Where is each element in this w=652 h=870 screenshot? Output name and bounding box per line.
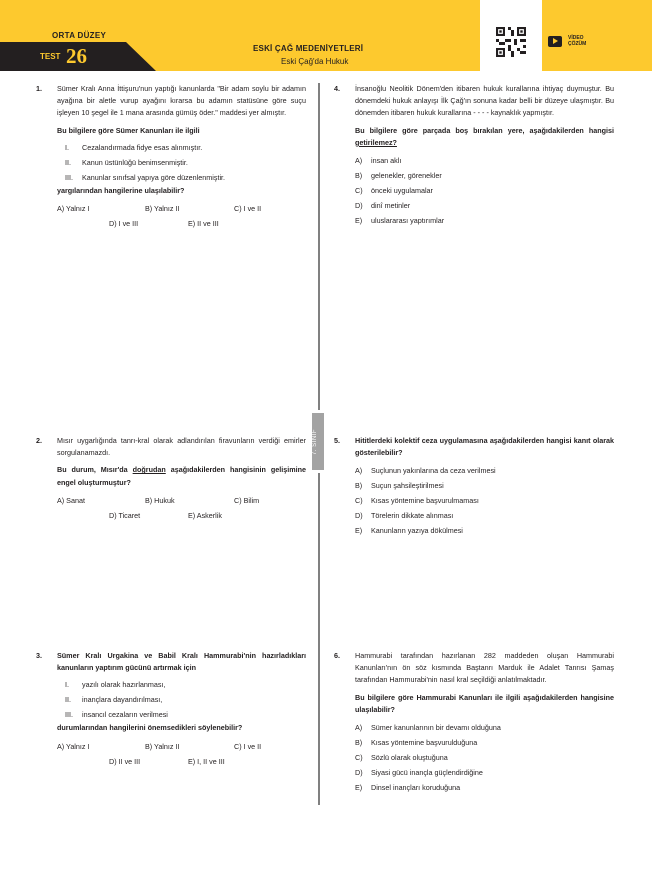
test-number: 26 (66, 44, 87, 68)
statement-item (65, 155, 306, 170)
option-d[interactable]: D) II ve III (109, 756, 141, 766)
statement-text: insancıl cezaların verilmesi (82, 710, 168, 720)
option-b[interactable]: B) Hukuk (145, 495, 175, 505)
question-stem-end: durumlarından hangilerini önemsedikleri söylenebilir? (57, 723, 243, 733)
option-letter: D) (355, 201, 363, 211)
question-number: 6. (334, 651, 340, 660)
option-e[interactable] (355, 523, 614, 538)
option-letter: E) (355, 216, 363, 226)
option-text: Sümer kanunlarının bir devamı olduğuna (371, 723, 501, 733)
option-b[interactable] (355, 168, 614, 183)
option-text: önceki uygulamalar (371, 186, 433, 196)
option-text: Suçun şahsileştirilmesi (371, 481, 444, 491)
statement-list (65, 140, 306, 185)
option-letter: D) (355, 511, 363, 521)
question-number: 2. (36, 436, 42, 445)
option-letter: C) (355, 186, 363, 196)
option-text: Törelerin dikkate alınması (371, 511, 454, 521)
statement-item (65, 170, 306, 185)
question-number: 4. (334, 84, 340, 93)
question-text: Mısır uygarlığında tanrı-kral olarak adlandırılan firavunların verdiği emirler sorgulanamazdı. (57, 436, 306, 458)
statement-text: Cezalandırmada fidye esas alınmıştır. (82, 142, 203, 152)
side-tab (312, 413, 324, 470)
option-letter: C) (355, 753, 363, 763)
question-4 (334, 83, 614, 228)
option-e[interactable]: E) I, II ve III (188, 756, 225, 766)
side-tab-label: 7. SINIF (312, 428, 318, 455)
option-a[interactable] (355, 463, 614, 478)
test-label: TEST (40, 52, 61, 61)
stem-emphasis: getirilemez? (355, 137, 397, 147)
video-solution-button[interactable] (548, 35, 586, 47)
option-letter: C) (355, 496, 363, 506)
option-b[interactable] (355, 735, 614, 750)
option-letter: B) (355, 481, 363, 491)
statement-list (65, 677, 306, 722)
option-letter: E) (355, 526, 363, 536)
video-solution-label (568, 35, 586, 47)
answer-options (355, 720, 614, 795)
option-c[interactable]: C) I ve II (234, 741, 262, 751)
option-letter: A) (355, 466, 363, 476)
option-text: uluslararası yaptırımlar (371, 216, 445, 226)
option-letter: A) (355, 723, 363, 733)
statement-item (65, 677, 306, 692)
option-d[interactable]: D) I ve III (109, 219, 139, 229)
statement-numeral: II. (65, 695, 71, 705)
play-icon (548, 36, 562, 47)
statement-numeral: III. (65, 710, 73, 720)
statement-text: yazılı olarak hazırlanması, (82, 680, 166, 690)
option-letter: D) (355, 768, 363, 778)
option-b[interactable]: B) Yalnız II (145, 741, 180, 751)
stem-text: aşağıdakilerden hangisinin gelişimine engel oluşturmuştur? (57, 465, 306, 487)
option-c[interactable] (355, 493, 614, 508)
option-a[interactable] (355, 720, 614, 735)
option-b[interactable] (355, 478, 614, 493)
answer-options (57, 741, 306, 771)
question-stem (355, 125, 614, 149)
option-d[interactable] (355, 508, 614, 523)
option-c[interactable]: C) Bilim (234, 495, 260, 505)
option-e[interactable] (355, 213, 614, 228)
option-text: Dinsel inançları koruduğuna (371, 783, 461, 793)
option-letter: A) (355, 156, 363, 166)
statement-item (65, 707, 306, 722)
option-letter: B) (355, 738, 363, 748)
option-c[interactable] (355, 750, 614, 765)
statement-numeral: II. (65, 157, 71, 167)
stem-text: Bu durum, Mısır'da (57, 465, 133, 475)
question-5 (334, 435, 614, 538)
statement-text: Kanunlar sınıfsal yapıya göre düzenlenmiştir. (82, 172, 226, 182)
question-text: Hammurabi tarafından hazırlanan 282 maddeden oluşan Hammurabi Kanunları'nın ön söz kısmında Baştanrı Marduk ile Adalet Tanrısı Şamaş tarafından Hammurabi'nin nasıl kral seçildiği anlatılmaktadır. (355, 651, 614, 685)
answer-options (355, 153, 614, 228)
answer-options (57, 495, 306, 525)
answer-options (57, 203, 306, 233)
question-stem: Sümer Kralı Urgakina ve Babil Kralı Hammurabi'nin hazırladıkları kanunların yaptırım gücünü artırmak için (57, 651, 306, 673)
statement-text: Kanun üstünlüğü benimsenmiştir. (82, 157, 188, 167)
question-stem (57, 464, 306, 488)
question-number: 3. (36, 651, 42, 660)
option-a[interactable]: A) Yalnız I (57, 741, 90, 751)
question-text: İnsanoğlu Neolitik Dönem'den itibaren hukuk kurallarına ihtiyaç duymuştur. Bu dönemdeki hukuk anlayışı İlk Çağ'ın sonuna kadar belli bir düzeye ulaşmıştır. Bu dönemden itibaren hukuk kurallarına - - - - kaynaklık yapmıştır. (355, 84, 614, 118)
unit-title: ESKİ ÇAĞ MEDENİYETLERİ (253, 44, 364, 53)
option-b[interactable]: B) Yalnız II (145, 204, 180, 214)
question-stem-end: yargılarından hangilerine ulaşılabilir? (57, 185, 185, 195)
question-stem: Bu bilgilere göre Sümer Kanunları ile ilgili (57, 125, 200, 135)
question-number: 5. (334, 436, 340, 445)
option-d[interactable]: D) Ticaret (109, 510, 141, 520)
option-letter: B) (355, 171, 363, 181)
option-text: dinî metinler (371, 201, 411, 211)
question-1 (36, 83, 306, 233)
statement-numeral: I. (65, 142, 69, 152)
qr-code-icon[interactable] (496, 27, 526, 57)
question-3 (36, 650, 306, 771)
option-text: Siyasi gücü inançla güçlendirdiğine (371, 768, 483, 778)
question-2 (36, 435, 306, 525)
video-label-line-1: VİDEO (568, 35, 584, 41)
option-d[interactable] (355, 765, 614, 780)
option-a[interactable]: A) Yalnız I (57, 204, 90, 214)
question-text: Sümer Kralı Anna İttişuru'nun yaptığı kanunlarda "Bir adam soylu bir adamın ayağına bir aletle vurup ayağını kırarsa bu adamın statüsüne göre suçu işleyen 10 şegel ile 1 mana arasında gümüş öder." maddesi yer almıştır. (57, 84, 306, 118)
question-stem: Bu bilgilere göre Hammurabi Kanunları ile ilgili aşağıdakilerden hangisine ulaşılabilir? (355, 692, 614, 714)
statement-item (65, 140, 306, 155)
statement-numeral: I. (65, 680, 69, 690)
option-a[interactable] (355, 153, 614, 168)
option-e[interactable] (355, 780, 614, 795)
stem-emphasis: doğrudan (132, 465, 166, 475)
option-text: Kısas yöntemine başvurulmaması (371, 496, 479, 506)
question-number: 1. (36, 84, 42, 93)
option-letter: E) (355, 783, 363, 793)
difficulty-level: ORTA DÜZEY (52, 31, 107, 40)
statement-item (65, 692, 306, 707)
option-e[interactable]: E) II ve III (188, 219, 219, 229)
statement-text: inançlara dayandırılması, (82, 695, 163, 705)
option-text: insan aklı (371, 156, 402, 166)
statement-numeral: III. (65, 172, 73, 182)
column-divider-top (318, 83, 320, 410)
option-text: gelenekler, görenekler (371, 171, 442, 181)
unit-subtitle: Eski Çağ'da Hukuk (281, 57, 349, 66)
option-text: Kısas yöntemine başvurulduğuna (371, 738, 478, 748)
option-c[interactable] (355, 183, 614, 198)
stem-text: Bu bilgilere göre parçada boş bırakılan yere, aşağıdakilerden hangisi (355, 125, 614, 135)
option-e[interactable]: E) Askerlik (188, 510, 222, 520)
option-c[interactable]: C) I ve II (234, 204, 262, 214)
column-divider-bottom (318, 473, 320, 805)
question-stem: Hititlerdeki kolektif ceza uygulamasına aşağıdakilerden hangisi kanıt olarak gösterilebilir? (355, 436, 614, 458)
option-text: Sözlü olarak oluştuğuna (371, 753, 448, 763)
option-d[interactable] (355, 198, 614, 213)
option-text: Kanunların yazıya dökülmesi (371, 526, 463, 536)
option-a[interactable]: A) Sanat (57, 495, 85, 505)
answer-options (355, 463, 614, 538)
video-label-line-2: ÇÖZÜM (568, 41, 587, 47)
option-text: Suçlunun yakınlarına da ceza verilmesi (371, 466, 496, 476)
question-6 (334, 650, 614, 795)
